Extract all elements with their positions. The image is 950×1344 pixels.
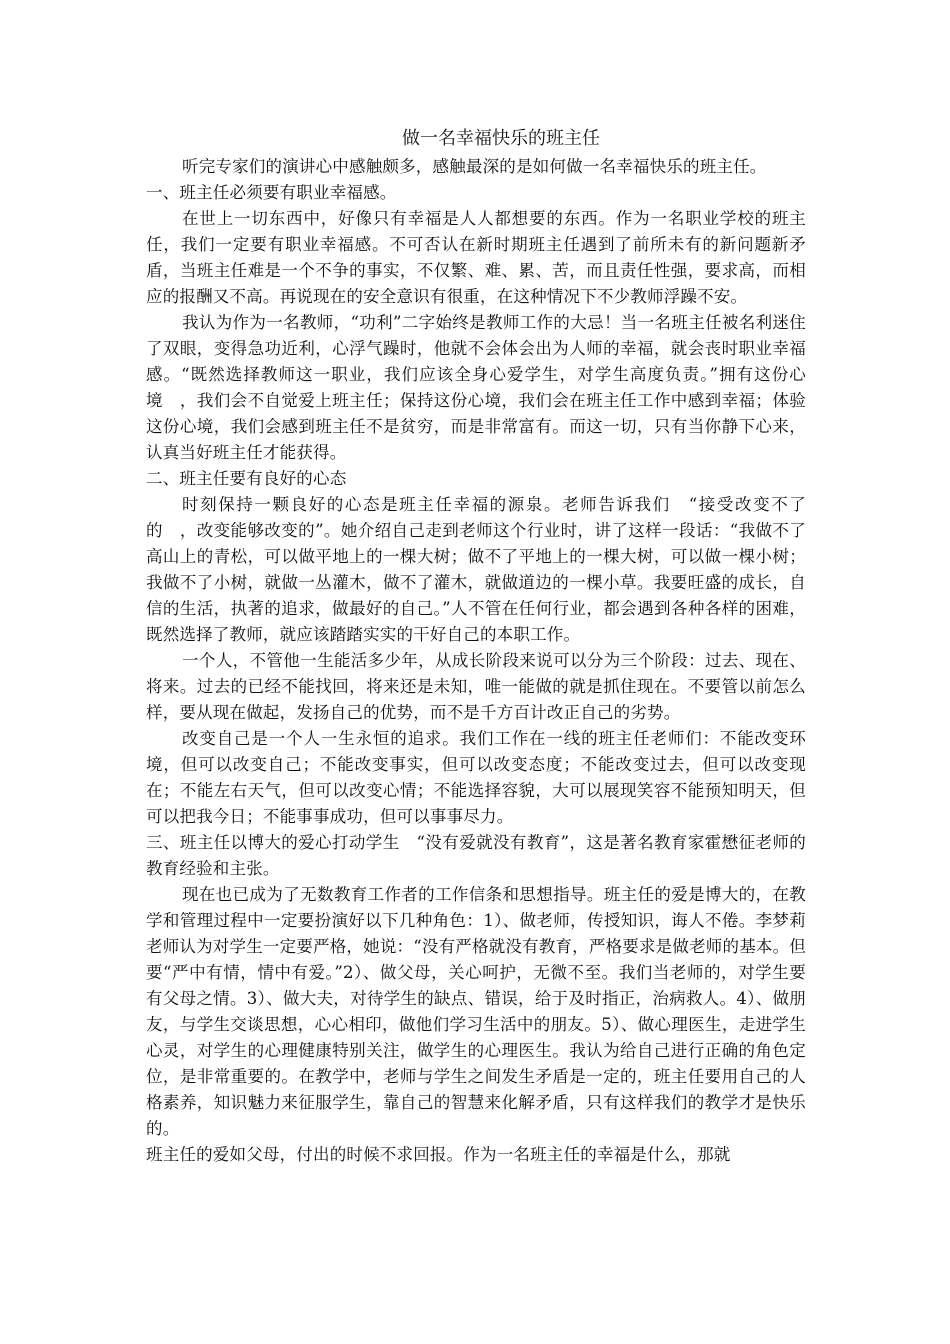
paragraph: 现在也已成为了无数教育工作者的工作信条和思想指导。班主任的爱是博大的，在教学和管理过程中一定要扮演好以下几种角色：1）、做老师，传授知识，诲人不倦。李梦莉老师认为对学生一定要严格，她说：“没有严格就没有教育，严格要求是做老师的基本。但要“严中有情，情中有爱。”2）、做父母，关心呵护，无微不至。我们当老师的，对学生要有父母之情。3）、做大夫，对待学生的缺点、错误，给于及时指正，治病救人。4）、做朋友，与学生交谈思想，心心相印，做他们学习生活中的朋友。5）、做心理医生，走进学生心灵，对学生的心理健康特别关注，做学生的心理医生。我认为给自己进行正确的角色定位，是非常重要的。在教学中，老师与学生之间发生矛盾是一定的，班主任要用自己的人格素养，知识魅力来征服学生，靠自己的智慧来化解矛盾，只有这样我们的教学才是快乐的。 <box>146 885 806 1138</box>
paragraph: 改变自己是一个人一生永恒的追求。我们工作在一线的班主任老师们：不能改变环境，但可以改变自己；不能改变事实，但可以改变态度；不能改变过去，但可以改变现在；不能左右天气，但可以改变心情；不能选择容貌，大可以展现笑容不能预知明天，但可以把我今日；不能事事成功，但可以事事尽力。 <box>146 729 806 826</box>
paragraph-intro: 听完专家们的演讲心中感触颇多，感触最深的是如何做一名幸福快乐的班主任。 <box>182 157 767 176</box>
section-heading-2: 二、班主任要有良好的心态 <box>146 469 347 488</box>
document-page <box>146 124 806 1168</box>
paragraph: 时刻保持一颗良好的心态是班主任幸福的源泉。老师告诉我们 “接受改变不了的 ，改变能够改变的”。她介绍自己走到老师这个行业时，讲了这样一段话：“我做不了高山上的青松，可以做平地上的一棵大树；做不了平地上的一棵大树，可以做一棵小树；我做不了小树，就做一丛灌木，做不了灌木，就做道边的一棵小草。我要旺盛的成长，自信的生活，执著的追求，做最好的自己。”人不管在任何行业，都会遇到各种各样的困难，既然选择了教师，就应该踏踏实实的干好自己的本职工作。 <box>146 495 806 644</box>
paragraph: 我认为作为一名教师，“功利”二字始终是教师工作的大忌！当一名班主任被名利迷住了双眼，变得急功近利，心浮气躁时，他就不会体会出为人师的幸福，就会丧时职业幸福感。“既然选择教师这一职业，我们应该全身心爱学生，对学生高度负责。”拥有这份心境 ，我们会不自觉爱上班主任；保持这份心境，我们会在班主任工作中感到幸福；体验这份心境，我们会感到班主任不是贫穷，而是非常富有。而这一切，只有当你静下心来，认真当好班主任才能获得。 <box>146 313 806 462</box>
paragraph: 在世上一切东西中，好像只有幸福是人人都想要的东西。作为一名职业学校的班主任，我们一定要有职业幸福感。不可否认在新时期班主任遇到了前所未有的新问题新矛盾，当班主任难是一个不争的事实，不仅繁、难、累、苦，而且责任性强，要求高，而相应的报酬又不高。再说现在的安全意识有很重，在这种情况下不少教师浮躁不安。 <box>146 209 806 306</box>
paragraph-final: 班主任的爱如父母，付出的时候不求回报。作为一名班主任的幸福是什么，那就 <box>146 1145 731 1164</box>
section-heading-3: 三、班主任以博大的爱心打动学生 “没有爱就没有教育”，这是著名教育家霍懋征老师的教育经验和主张。 <box>146 833 806 878</box>
paragraph: 一个人，不管他一生能活多少年，从成长阶段来说可以分为三个阶段：过去、现在、将来。过去的已经不能找回，将来还是未知，唯一能做的就是抓住现在。不要管以前怎么样，要从现在做起，发扬自己的优势，而不是千方百计改正自己的劣势。 <box>146 651 806 722</box>
document-title: 做一名幸福快乐的班主任 <box>402 128 600 149</box>
section-heading-1: 一、班主任必须要有职业幸福感。 <box>146 183 397 202</box>
